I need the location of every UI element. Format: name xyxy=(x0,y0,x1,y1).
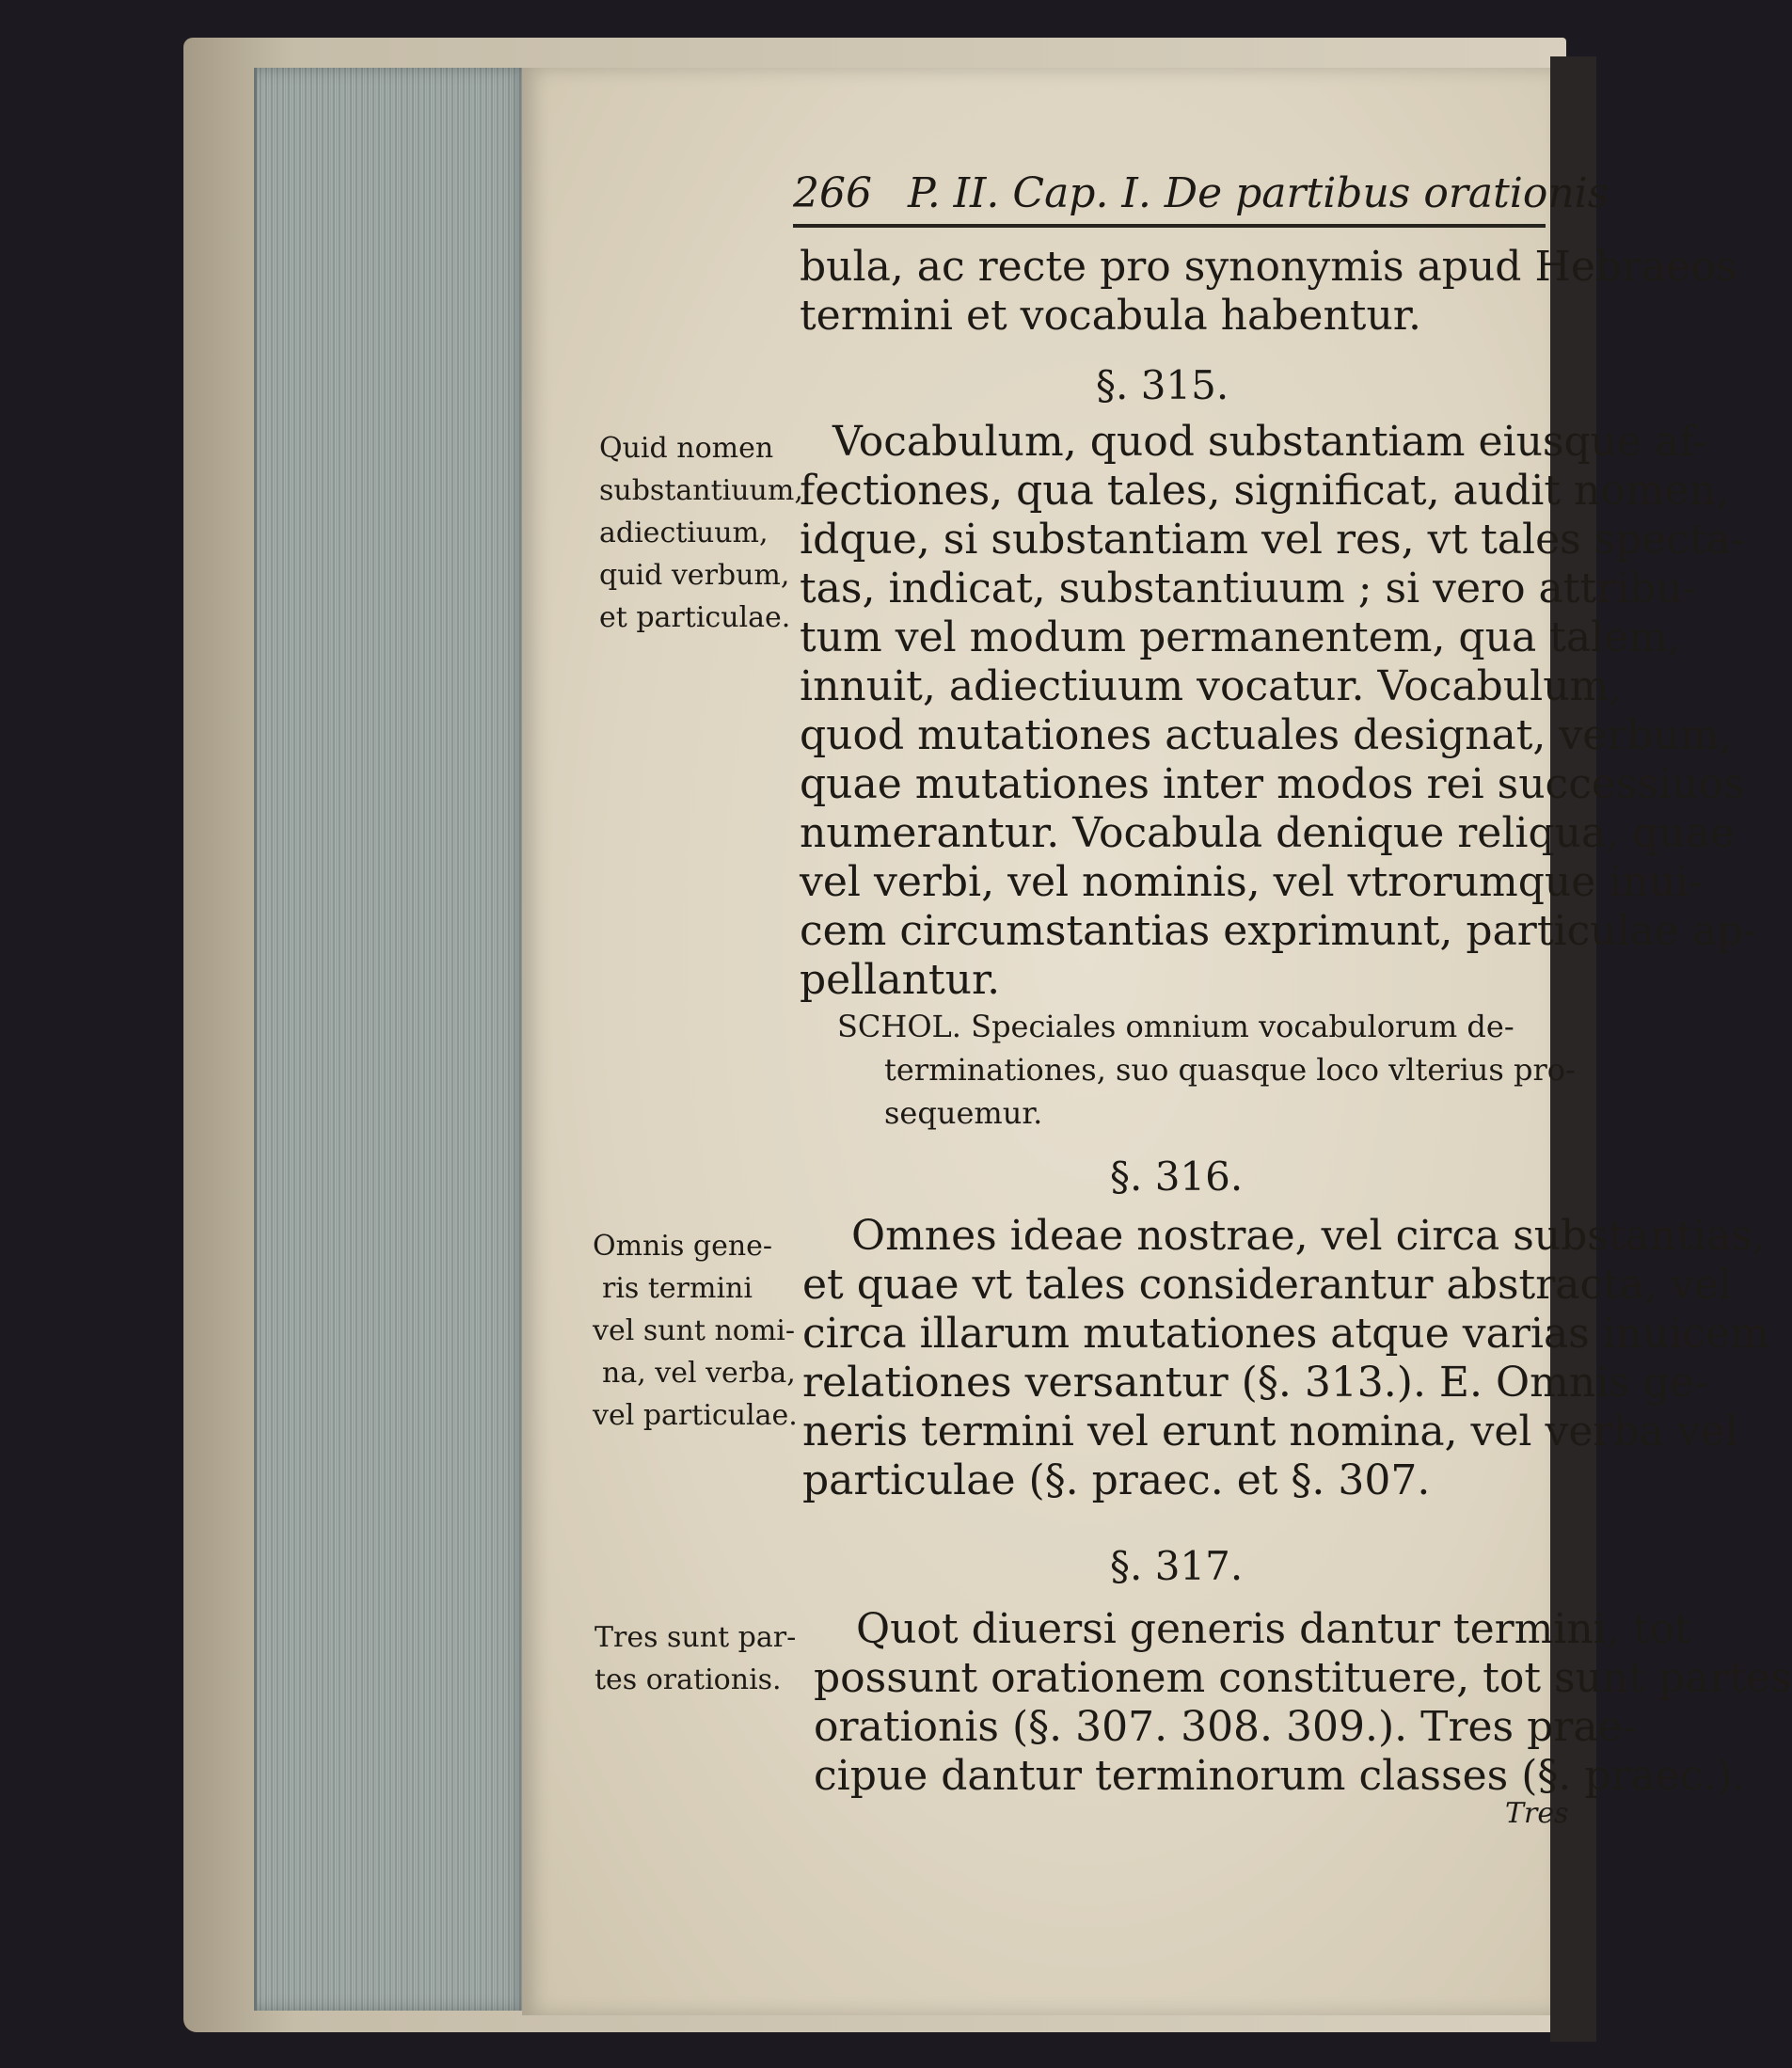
catchword: Tres xyxy=(1505,1797,1569,1830)
section-number: §. 315. xyxy=(1096,362,1229,408)
margin-note-line: quid verbum, xyxy=(599,559,790,592)
margin-note-line: substantiuum, xyxy=(599,474,803,507)
paragraph-line: tas, indicat, substantiuum ; si vero attribu- xyxy=(800,565,1697,612)
margin-note-line: et particulae. xyxy=(599,601,791,634)
margin-note-line: tes orationis. xyxy=(595,1663,782,1696)
scholium-line: terminationes, suo quasque loco vlterius pro- xyxy=(884,1052,1576,1088)
section-number: §. 316. xyxy=(1110,1153,1244,1200)
paragraph-line: quod mutationes actuales designat, verbum, xyxy=(800,711,1733,759)
paragraph-line: tum vel modum permanentem, qua talem, xyxy=(800,613,1681,661)
paragraph-line: numerantur. Vocabula denique reliqua, quae xyxy=(800,809,1735,857)
page-edges xyxy=(254,68,530,2011)
paragraph-line: circa illarum mutationes atque varias inuicem xyxy=(802,1310,1769,1358)
paragraph-line: quae mutationes inter modos rei successiuos xyxy=(800,760,1745,808)
paragraph-line: Quot diuersi generis dantur termini, tot xyxy=(856,1605,1691,1653)
paragraph-line: fectiones, qua tales, significat, audit nomen, xyxy=(800,467,1729,515)
section-number: §. 317. xyxy=(1110,1543,1244,1589)
paragraph-line: relationes versantur (§. 313.). E. Omnis ge- xyxy=(802,1359,1708,1407)
header-rule xyxy=(793,224,1546,228)
paragraph-line: pellantur. xyxy=(800,956,1001,1004)
paragraph-line: et quae vt tales considerantur abstracta, vel xyxy=(802,1261,1732,1309)
paragraph-line: neris termini vel erunt nomina, vel verba vel xyxy=(802,1408,1738,1456)
margin-note-line: adiectiuum, xyxy=(599,517,769,549)
paragraph-line: idque, si substantiam vel res, vt tales specta- xyxy=(800,516,1745,564)
margin-note-line: vel sunt nomi- xyxy=(593,1314,796,1347)
margin-note-line: vel particulae. xyxy=(593,1399,798,1432)
paragraph-line: cipue dantur terminorum classes (§. praec.). xyxy=(814,1752,1746,1800)
margin-note-line: na, vel verba, xyxy=(602,1357,796,1390)
margin-note-line: Quid nomen xyxy=(599,432,774,465)
paragraph-line: possunt orationem constituere, tot sunt partes xyxy=(814,1654,1792,1702)
margin-note-line: Omnis gene- xyxy=(593,1230,773,1263)
margin-note-line: Tres sunt par- xyxy=(595,1621,797,1654)
scholium-line: sequemur. xyxy=(884,1095,1043,1131)
margin-note-line: ris termini xyxy=(602,1272,753,1305)
paragraph-line: orationis (§. 307. 308. 309.). Tres prae- xyxy=(814,1703,1637,1751)
running-title: P. II. Cap. I. De partibus orationis xyxy=(908,169,1610,217)
page-number: 266 xyxy=(793,169,872,217)
intro-line: bula, ac recte pro synonymis apud Hebraeos xyxy=(800,243,1737,291)
scholium-line: SCHOL. Speciales omnium vocabulorum de- xyxy=(837,1009,1514,1044)
paragraph-line: Vocabulum, quod substantiam eiusque af- xyxy=(833,418,1707,466)
paragraph-line: vel verbi, vel nominis, vel vtrorumque inui- xyxy=(800,858,1703,906)
paragraph-line: Omnes ideae nostrae, vel circa substantias, xyxy=(851,1212,1766,1260)
paragraph-line: innuit, adiectiuum vocatur. Vocabulum, xyxy=(800,662,1623,710)
intro-line: termini et vocabula habentur. xyxy=(800,292,1421,340)
paragraph-line: particulae (§. praec. et §. 307. xyxy=(802,1456,1431,1504)
paragraph-line: cem circumstantias exprimunt, particulae ap- xyxy=(800,907,1758,955)
